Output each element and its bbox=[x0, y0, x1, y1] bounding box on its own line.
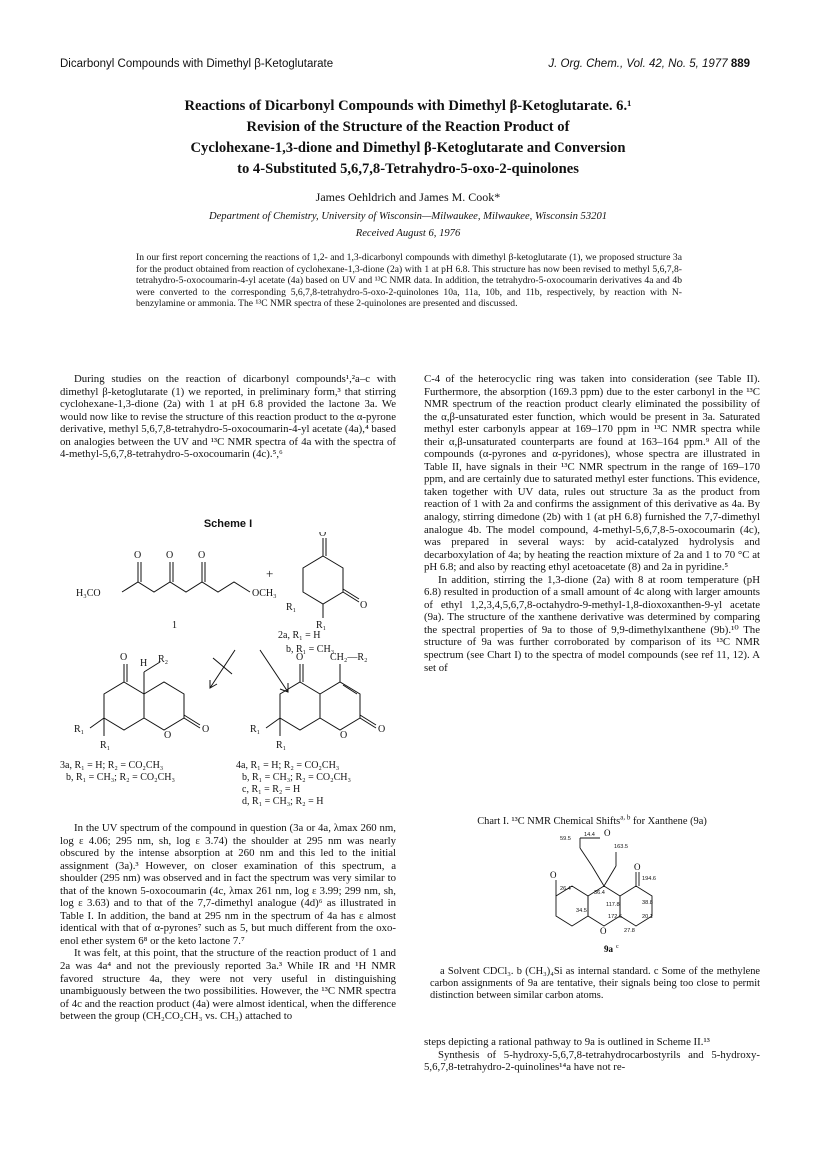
shift-label: 27.8 bbox=[624, 928, 635, 934]
title-line: Cyclohexane-1,3-dione and Dimethyl β-Ketoglutarate and Conversion bbox=[190, 140, 626, 156]
label-o: O bbox=[319, 532, 327, 539]
received-date: Received August 6, 1976 bbox=[355, 228, 461, 239]
label-o: O bbox=[198, 550, 206, 561]
shift-label: 194.6 bbox=[642, 876, 656, 882]
label-3b: b, R₁ = CH₃; R₂ = CO₂CH₃ bbox=[66, 772, 176, 783]
label-o: O bbox=[120, 652, 128, 663]
chart-title-sup: a, b bbox=[620, 813, 631, 822]
label-o: O bbox=[296, 652, 304, 663]
label-o: O bbox=[134, 550, 142, 561]
shift-label: 34.5 bbox=[576, 908, 587, 914]
compound-label-sup: c bbox=[616, 944, 619, 950]
title-line: Revision of the Structure of the Reaction Product of bbox=[246, 119, 570, 135]
ring-4b bbox=[320, 682, 360, 730]
right-column-top bbox=[424, 373, 760, 674]
paragraph: steps depicting a rational pathway to 9a is outlined in Scheme II.¹³ bbox=[424, 1036, 710, 1048]
ring-3b bbox=[144, 682, 184, 730]
atom-o: O bbox=[604, 828, 611, 838]
ring-left bbox=[556, 886, 588, 926]
running-header-left: Dicarbonyl Compounds with Dimethyl β-Ketoglutarate bbox=[60, 58, 334, 70]
article-title bbox=[80, 96, 736, 180]
title-line: Reactions of Dicarbonyl Compounds with Dimethyl β-Ketoglutarate. 6.¹ bbox=[184, 98, 632, 114]
label-r1: R₁ bbox=[276, 740, 287, 751]
label-plus: + bbox=[266, 566, 274, 581]
paragraph: In the UV spectrum of the compound in question (3a or 4a, λmax 260 nm, log ε 4.06; 295 nm, sh, log ε 3.74) the shoulder at 295 nm was nearly obscured by the intense absorption at 260 nm and this led to the initial assignment (3a).³ However, on closer examination of this spectrum, a shoulder (295 nm) was observed and in fact the spectrum was very similar to that of the known 5-oxocoumarin (4c, λmax 261 nm, log ε 3.99; 299 nm, sh, log ε 3.63) and to that of the 7,7-dimethyl analogue (4d)⁶ as illustrated in Table I. In addition, the band at 295 nm in the spectrum of 4a has ε almost identical with that of α-pyrones⁷ such as 5, but much different from the oxo-enol ether system 6⁸ or the keto lactone 7.⁷ bbox=[60, 822, 396, 947]
shift-label: 36.4 bbox=[594, 890, 605, 896]
label-r1: R₁ bbox=[250, 724, 261, 735]
label-2a: 2a, R₁ = H bbox=[278, 630, 321, 641]
left-column-top bbox=[60, 373, 396, 461]
ring-right bbox=[620, 886, 652, 926]
running-header-right bbox=[548, 58, 750, 70]
chart-footnotes bbox=[430, 966, 760, 1003]
footnote-text: a Solvent CDCl₃. b (CH₃)₄Si as internal standard. c Some of the methylene carbon assignments of 9a are tentative, their signals being too close to permit distinction between similar carbon atoms. bbox=[430, 966, 760, 1002]
arrow-crossed bbox=[210, 650, 235, 688]
compound-label: 9a bbox=[604, 944, 613, 954]
scheme-1-figure bbox=[60, 532, 396, 814]
shift-label: 14.4 bbox=[584, 832, 595, 838]
label-4d: d, R₁ = CH₃; R₂ = H bbox=[242, 796, 324, 807]
title-line: to 4-Substituted 5,6,7,8-Tetrahydro-5-oxo-2-quinolones bbox=[237, 161, 579, 177]
label-h: H bbox=[140, 658, 148, 669]
label-r1: R₁ bbox=[74, 724, 85, 735]
label-r1: R₁ bbox=[100, 740, 111, 751]
label-4b: b, R₁ = CH₃; R₂ = CO₂CH₃ bbox=[242, 772, 352, 783]
shift-label: 117.8 bbox=[606, 902, 620, 908]
atom-o: O bbox=[634, 862, 641, 872]
label-h3co: H₃CO bbox=[76, 588, 101, 599]
right-column-bottom bbox=[424, 1036, 760, 1074]
arrow bbox=[260, 650, 288, 692]
label-r1: R₁ bbox=[316, 620, 327, 631]
label-4c: c, R₁ = R₂ = H bbox=[242, 784, 301, 795]
atom-o: O bbox=[600, 926, 607, 936]
label-o: O bbox=[166, 550, 174, 561]
label-r2: R₂ bbox=[158, 654, 169, 665]
label-o: O bbox=[360, 600, 368, 611]
label-o: O bbox=[164, 730, 172, 741]
label-o: O bbox=[378, 724, 386, 735]
paragraph: It was felt, at this point, that the structure of the reaction product of 1 and 2a was 4a⁴ and not the previously reported 3a.³ While IR and ¹H NMR favored structure 4a, they were not very useful in distinguishing unambiguously between the two possibilities. However, the ¹³C NMR spectra of 4c and the reaction product (4a) were almost identical, when the difference between the group (CH₂CO₂CH₃ vs. CH₃) attached to bbox=[60, 947, 396, 1023]
paragraph: In addition, stirring the 1,3-dione (2a) with 8 at room temperature (pH 6.8) resulted in production of a small amount of 4c along with larger amounts of ethyl 1,2,3,4,5,6,7,8-octahydro-9-methyl-1,8-dioxoxanthen-9-yl acetate (9a). The structure of the xanthene derivative was determined by comparing the spectral properties of 9a to those of 9,9-dimethylxanthene (9b).¹⁰ The structure of 9a was further corroborated by comparison of its ¹³C NMR spectrum (see Chart I) to the spectra of model compounds (see ref 11, 12). A set of bbox=[424, 573, 760, 674]
page-number: 889 bbox=[730, 58, 750, 70]
ring-2 bbox=[303, 556, 343, 604]
chart-title-text: Chart I. ¹³C NMR Chemical Shifts bbox=[477, 816, 621, 827]
chain-bond bbox=[122, 582, 250, 592]
label-och3: OCH₃ bbox=[252, 588, 277, 599]
paragraph: During studies on the reaction of dicarbonyl compounds¹,²a–c with dimethyl β-ketoglutarate (1) we reported, in preliminary form,³ that stirring cyclohexane-1,3-dione (2a) with 1 at pH 6.8 provided the lactone 3a. We would now like to revise the structure of this reaction product to the α-pyrone derivative, methyl 5,6,7,8-tetrahydro-5-oxocoumarin-4-yl acetate (4a),⁴ based on analogies between the UV and ¹³C NMR spectra of 4a with the spectra of 4-methyl-5,6,7,8-tetrahydro-5-oxocoumarin (4c).⁵,⁶ bbox=[60, 373, 396, 461]
paragraph: Synthesis of 5-hydroxy-5,6,7,8-tetrahydrocarbostyrils and 5-hydroxy-5,6,7,8-tetrahydro-2-quinolines¹⁴a have not re- bbox=[424, 1048, 760, 1074]
paragraph: C-4 of the heterocyclic ring was taken into consideration (see Table II). Furthermore, the absorption (169.3 ppm) due to the ester carbonyl in the ¹³C NMR spectrum of the reaction product clearly eliminated the possibility of the α,β-unsaturated ester function, which would be present in 3a. Saturated methyl ester carbonyls appear at 169–170 ppm in ¹³C NMR spectra while their α,β-unsaturated counterparts are found at 163–164 ppm.⁹ All of the compounds (α-pyrones and α-pyridones), whose spectra are illustrated in Table II, have signals in their ¹³C NMR spectrum in the range of 169–170 ppm, and are certainly due to saturated methyl ester functions. This evidence, taken together with UV data, rules out structure 3a as the product from reaction of 1 with 2a and confirms the assignment of this derivative as 4a. By analogy, stirring dimedone (2b) with 1 (at pH 6.8) furnished the 7,7-dimethyl analogue 4b. The model compound, 4-methyl-5,6,7,8-5-oxocoumarin (4c), was prepared in several ways: by acid-catalyzed hydrolysis and decarboxylation of 4a; by heating the reaction mixture of 2a and 1 to 70 °C at pH 6.8; and also by reacting ethyl acetoacetate (8) and 2a in pyridine.⁵ bbox=[424, 373, 760, 574]
affiliation: Department of Chemistry, University of Wisconsin—Milwaukee, Milwaukee, Wisconsin 53201 bbox=[208, 211, 608, 222]
scheme-title: Scheme I bbox=[203, 518, 253, 530]
label-compound-1: 1 bbox=[172, 620, 177, 631]
atom-o: O bbox=[550, 870, 557, 880]
shift-label: 163.5 bbox=[614, 844, 628, 850]
authors: James Oehldrich and James M. Cook* bbox=[315, 190, 501, 204]
shift-label: 26.4 bbox=[560, 886, 571, 892]
chart-1-figure bbox=[520, 826, 670, 958]
label-r1: R₁ bbox=[286, 602, 297, 613]
label-o: O bbox=[340, 730, 348, 741]
journal-citation: J. Org. Chem., Vol. 42, No. 5, 1977 bbox=[548, 58, 728, 70]
abstract-text: In our first report concerning the reactions of 1,2- and 1,3-dicarbonyl compounds with dimethyl β-ketoglutarate (1), we proposed structure 3a for the product obtained from reaction of cyclohexane-1,3-dione (2a) with 1 at pH 6.8. This structure has now been revised to methyl 5,6,7,8-tetrahydro-5-oxocoumarin-4-yl acetate (4a) based on UV and ¹³C NMR data. In addition, the tetrahydro-5-oxocoumarin derivatives 4a and 4b were converted to the corresponding 5,6,7,8-tetrahydro-5-oxo-2-quinolones 10a, 11a, 10b, and 11b, respectively, by reaction with N-benzylamine or ammonia. The ¹³C NMR spectra of these 2-quinolones are presented and discussed. bbox=[136, 252, 682, 310]
label-o: O bbox=[202, 724, 210, 735]
shift-label: 20.1 bbox=[642, 914, 653, 920]
label-ch2r2: CH₂—R₂ bbox=[330, 652, 368, 663]
chart-title-tail: for Xanthene (9a) bbox=[630, 816, 707, 827]
label-4a: 4a, R₁ = H; R₂ = CO₂CH₃ bbox=[236, 760, 340, 771]
shift-label: 38.8 bbox=[642, 900, 653, 906]
label-2b: b, R₁ = CH₃ bbox=[286, 644, 335, 655]
scheme-drawing bbox=[60, 532, 396, 814]
label-3a: 3a, R₁ = H; R₂ = CO₂CH₃ bbox=[60, 760, 164, 771]
left-column-bottom bbox=[60, 822, 396, 1023]
abstract bbox=[136, 252, 682, 310]
ring-3a bbox=[104, 682, 144, 730]
xanthene-drawing bbox=[520, 826, 670, 958]
shift-label: 59.5 bbox=[560, 836, 571, 842]
shift-label: 172.6 bbox=[608, 914, 622, 920]
